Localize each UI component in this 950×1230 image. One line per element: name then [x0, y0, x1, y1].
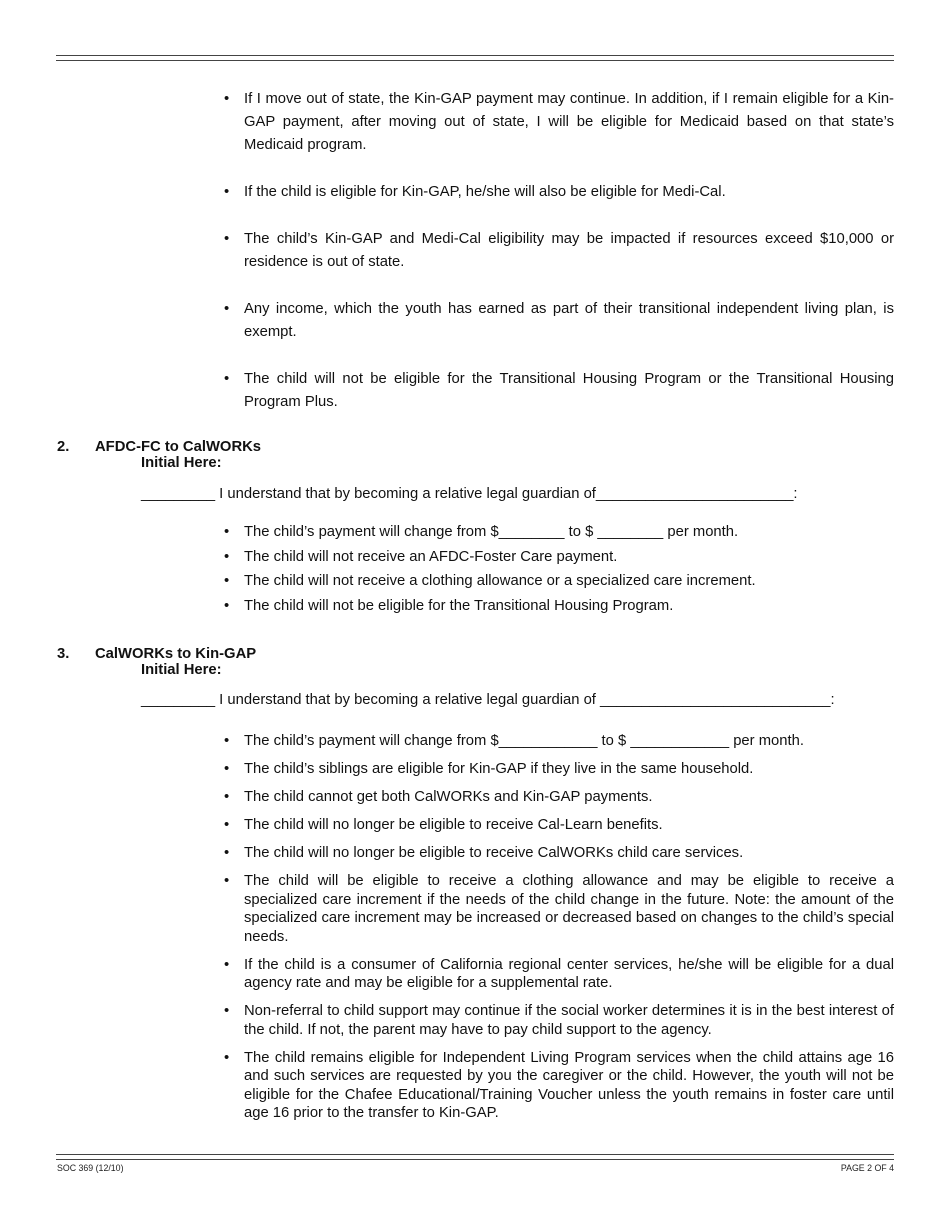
- list-item: • The child will be eligible to receive a clothing allowance and may be eligible to receive a specialized care increment if the needs of the child change in the future. Note: the amount of the specialized care increment may be increased or decreased based on changes to the child’s special needs.: [224, 872, 894, 946]
- guardian-statement[interactable]: _________ I understand that by becoming a relative legal guardian of________________________:: [141, 486, 798, 502]
- list-item: • The child will no longer be eligible to receive Cal-Learn benefits.: [224, 816, 894, 835]
- list-item: • If the child is eligible for Kin-GAP, he/she will also be eligible for Medi-Cal.: [224, 181, 894, 204]
- initial-here-label: Initial Here:: [141, 455, 222, 471]
- initial-here-label: Initial Here:: [141, 662, 222, 678]
- form-id: SOC 369 (12/10): [57, 1163, 124, 1173]
- top-rule: [56, 55, 894, 61]
- section-number: 3.: [57, 646, 70, 662]
- section-3-bullet-list: [224, 732, 894, 1132]
- list-item: • If the child is a consumer of California regional center services, he/she will be eligible for a dual agency rate and may be eligible for a supplemental rate.: [224, 956, 894, 993]
- intro-bullet-list: [224, 88, 894, 438]
- list-item: • The child’s payment will change from $____________ to $ ____________ per month.: [224, 732, 894, 751]
- list-item: • Non-referral to child support may continue if the social worker determines it is in the best interest of the child. If not, the parent may have to pay child support to the agency.: [224, 1002, 894, 1039]
- section-2-bullet-list: [224, 522, 894, 620]
- section-title: CalWORKs to Kin-GAP: [95, 646, 257, 662]
- section-number: 2.: [57, 439, 70, 455]
- list-item: • The child will no longer be eligible to receive CalWORKs child care services.: [224, 844, 894, 863]
- list-item: • The child will not be eligible for the Transitional Housing Program.: [224, 596, 894, 616]
- guardian-statement[interactable]: _________ I understand that by becoming a relative legal guardian of ____________________________:: [141, 692, 835, 708]
- section-title: AFDC-FC to CalWORKs: [95, 439, 262, 455]
- list-item: • The child cannot get both CalWORKs and Kin-GAP payments.: [224, 788, 894, 807]
- list-item: • The child remains eligible for Independent Living Program services when the child attains age 16 and such services are requested by you the caregiver or the child. However, the youth will not be eligible for the Chafee Educational/Training Voucher unless the youth remains in foster care until age 16 prior to the transfer to Kin-GAP.: [224, 1049, 894, 1123]
- list-item: • The child will not receive an AFDC-Foster Care payment.: [224, 547, 894, 567]
- list-item: • The child’s payment will change from $________ to $ ________ per month.: [224, 522, 894, 542]
- list-item: • The child’s siblings are eligible for Kin-GAP if they live in the same household.: [224, 760, 894, 779]
- bottom-rule: [56, 1154, 894, 1160]
- page-number: PAGE 2 OF 4: [840, 1163, 894, 1173]
- list-item: • The child’s Kin-GAP and Medi-Cal eligibility may be impacted if resources exceed $10,000 or residence is out of state.: [224, 228, 894, 274]
- section-3-heading: [57, 646, 256, 678]
- list-item: • The child will not receive a clothing allowance or a specialized care increment.: [224, 571, 894, 591]
- section-2-heading: [57, 439, 261, 471]
- list-item: • The child will not be eligible for the Transitional Housing Program or the Transitional Housing Program Plus.: [224, 368, 894, 414]
- list-item: • Any income, which the youth has earned as part of their transitional independent living plan, is exempt.: [224, 298, 894, 344]
- list-item: • If I move out of state, the Kin-GAP payment may continue. In addition, if I remain eligible for a Kin-GAP payment, after moving out of state, I will be eligible for Medicaid based on that state’s Medicaid program.: [224, 88, 894, 157]
